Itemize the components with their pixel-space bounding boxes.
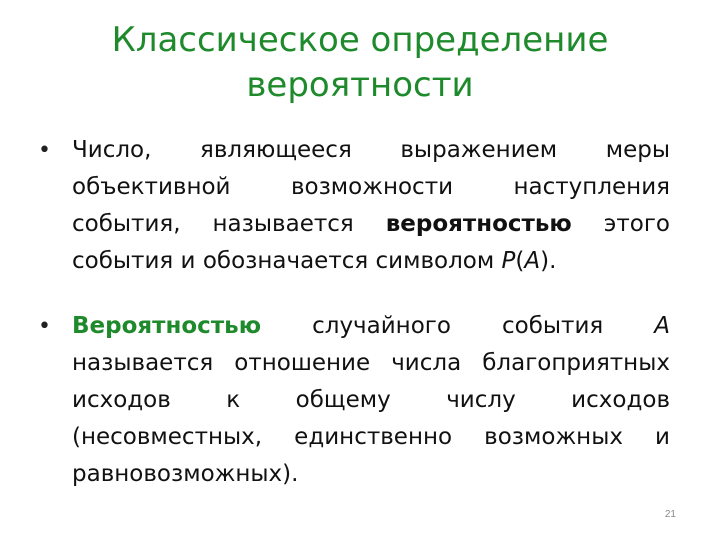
paren-close: ). (540, 248, 557, 274)
bullet-text-part: случайного события (261, 313, 655, 339)
symbol-a: A (524, 248, 541, 274)
slide-title-line-1: Классическое определение (111, 20, 609, 60)
bullet-icon: • (38, 314, 51, 339)
symbol-a: A (654, 313, 670, 339)
bullet-list (30, 132, 670, 493)
paren-open: ( (515, 248, 525, 274)
slide-title (60, 18, 660, 108)
bold-term-probability: вероятностью (385, 211, 572, 237)
bullet-icon: • (38, 138, 51, 163)
bullet-item-classical-definition (30, 308, 670, 493)
bullet-text-part: называется отношение числа благоприятных исходов к общему числу исходов (несовместных, единственно возможных и равновозможных). (72, 350, 670, 487)
bullet-text-part: этого события и обозначается символом (72, 211, 670, 274)
page-number: 21 (664, 509, 676, 520)
highlighted-term-probability: Вероятностью (72, 313, 262, 339)
bullet-item-definition (30, 132, 670, 280)
slide-title-line-2: вероятности (246, 65, 474, 105)
symbol-p: P (501, 248, 516, 274)
bullet-text-part: Число, являющееся выражением меры объективной возможности наступления события, называется (72, 137, 670, 237)
